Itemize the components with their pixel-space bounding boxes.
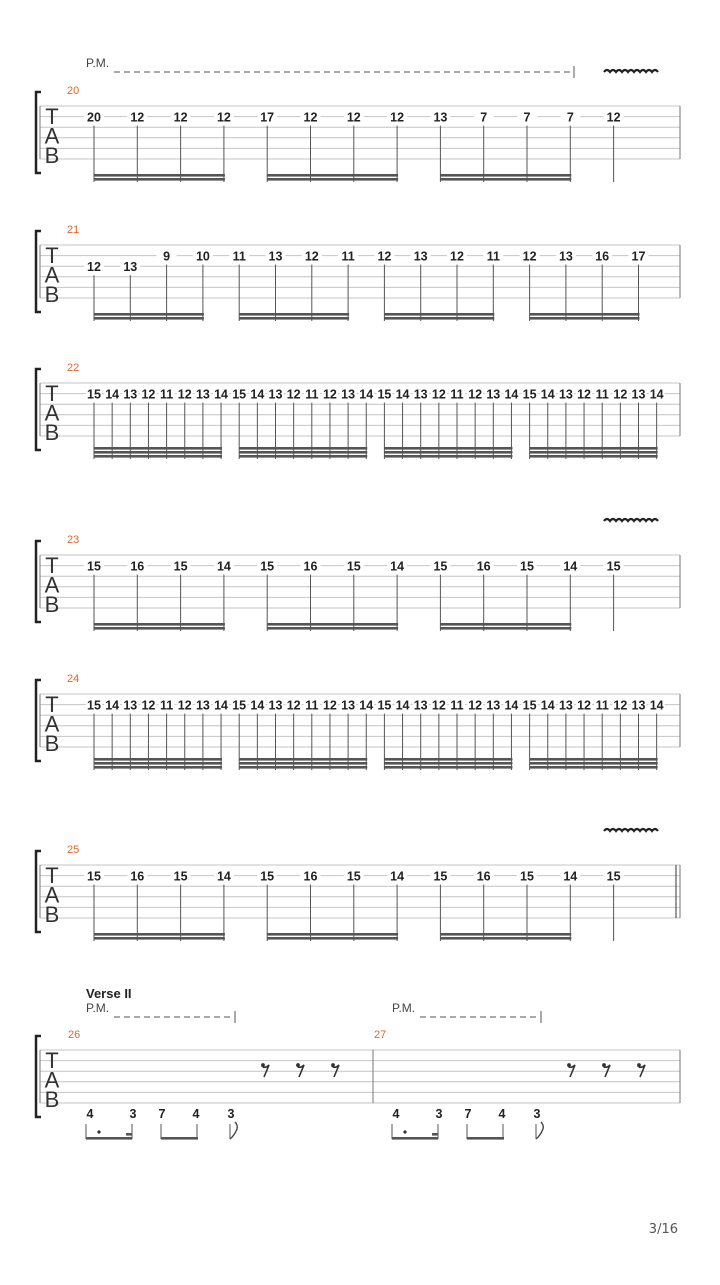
fret-number: 15 (87, 869, 101, 884)
beam (94, 178, 225, 181)
fret-number: 12 (141, 387, 156, 402)
measure-number: 25 (67, 844, 80, 856)
beam (94, 174, 225, 177)
fret-number: 11 (595, 387, 609, 402)
fret-number: 13 (558, 249, 573, 264)
vibrato-mark (604, 829, 658, 831)
beam (384, 447, 512, 450)
fret-number: 12 (216, 110, 231, 125)
fret-number: 16 (476, 869, 491, 884)
beam (94, 313, 204, 316)
fret-number: 9 (163, 249, 171, 264)
beam (94, 762, 222, 765)
fret-number: 13 (631, 698, 646, 713)
tab-clef-letter: A (44, 262, 60, 288)
tab-clef-letter: B (44, 282, 60, 307)
fret-number: 14 (216, 559, 231, 574)
fret-number: 16 (130, 559, 145, 574)
fret-number: 12 (431, 698, 446, 713)
eighth-rest-dot (261, 1063, 265, 1067)
fret-number: 11 (341, 249, 355, 264)
beam (94, 937, 225, 940)
fret-number: 12 (377, 249, 392, 264)
fret-number: 13 (558, 387, 573, 402)
beam (384, 313, 494, 316)
measure-number: 23 (67, 534, 80, 546)
beam (467, 1137, 504, 1140)
tab-clef-letter: B (44, 420, 60, 445)
beam (94, 455, 222, 458)
fret-number: 12 (177, 698, 192, 713)
rhythm-dot (97, 1130, 100, 1133)
fret-number: 17 (631, 249, 646, 264)
beam (267, 623, 398, 626)
fret-number: 4 (498, 1107, 506, 1121)
fret-number: 13 (123, 260, 138, 275)
fret-number: 15 (346, 869, 361, 884)
fret-number: 7 (158, 1107, 166, 1121)
fret-number: 3 (227, 1107, 235, 1121)
beam (530, 317, 640, 320)
fret-number: 15 (433, 559, 448, 574)
palm-mute-label: P.M. (392, 1001, 416, 1015)
fret-number: 13 (486, 698, 501, 713)
fret-number: 14 (540, 698, 555, 713)
vibrato-mark (604, 70, 658, 72)
beam (86, 1137, 132, 1140)
beam (161, 1137, 198, 1140)
fret-number: 14 (540, 387, 555, 402)
eighth-rest-dot (602, 1063, 606, 1067)
tab-clef-letter: B (44, 1087, 60, 1112)
beam (384, 758, 512, 761)
fret-number: 12 (87, 260, 101, 275)
fret-number: 7 (464, 1107, 472, 1121)
eighth-flag (536, 1122, 543, 1139)
fret-number: 13 (123, 387, 138, 402)
tab-clef-letter: B (44, 731, 60, 756)
eighth-flag (230, 1122, 237, 1139)
measure-number: 21 (67, 224, 80, 236)
fret-number: 15 (232, 387, 247, 402)
fret-number: 7 (566, 110, 574, 125)
fret-number: 15 (606, 869, 621, 884)
fret-number: 13 (195, 387, 210, 402)
fret-number: 11 (595, 698, 609, 713)
beam (530, 766, 658, 769)
fret-number: 15 (522, 698, 537, 713)
fret-number: 13 (433, 110, 448, 125)
fret-number: 14 (250, 698, 265, 713)
beam (530, 447, 658, 450)
fret-number: 12 (450, 249, 464, 264)
tab-clef-letter: A (44, 400, 60, 426)
beam (530, 451, 658, 454)
tab-clef-letter: T (45, 381, 59, 406)
fret-number: 11 (305, 387, 319, 402)
fret-number: 15 (520, 869, 534, 884)
beam (384, 762, 512, 765)
fret-number: 3 (129, 1107, 137, 1121)
fret-number: 14 (504, 698, 519, 713)
tab-clef-letter: B (44, 592, 60, 617)
palm-mute-label: P.M. (86, 56, 110, 70)
measure-number: 27 (374, 1029, 387, 1041)
fret-number: 13 (195, 698, 210, 713)
fret-number: 15 (377, 698, 392, 713)
fret-number: 14 (390, 869, 405, 884)
fret-number: 15 (87, 698, 101, 713)
fret-number: 14 (649, 387, 664, 402)
beam (267, 933, 398, 936)
beam (440, 178, 571, 181)
beam (392, 1137, 438, 1140)
fret-number: 13 (413, 249, 428, 264)
fret-number: 12 (577, 387, 592, 402)
beam (239, 762, 367, 765)
fret-number: 15 (260, 869, 275, 884)
beam (239, 447, 367, 450)
tab-clef-letter: A (44, 711, 60, 737)
beam (384, 451, 512, 454)
tab-clef-letter: T (45, 692, 59, 717)
fret-number: 14 (216, 869, 231, 884)
fret-number: 11 (450, 387, 464, 402)
vibrato-mark (604, 519, 658, 521)
beam (384, 455, 512, 458)
beam (440, 623, 571, 626)
fret-number: 7 (480, 110, 488, 125)
fret-number: 14 (250, 387, 265, 402)
fret-number: 12 (468, 387, 483, 402)
tab-clef-letter: A (44, 882, 60, 908)
measure-number: 24 (67, 673, 80, 685)
beam (94, 758, 222, 761)
fret-number: 16 (303, 869, 318, 884)
fret-number: 12 (173, 110, 188, 125)
fret-number: 14 (563, 869, 578, 884)
eighth-rest-dot (567, 1063, 571, 1067)
tab-clef-letter: T (45, 243, 59, 268)
fret-number: 13 (268, 698, 283, 713)
fret-number: 12 (130, 110, 145, 125)
fret-number: 15 (520, 559, 534, 574)
fret-number: 11 (486, 249, 500, 264)
beam (94, 451, 222, 454)
fret-number: 12 (522, 249, 537, 264)
fret-number: 3 (533, 1107, 541, 1121)
fret-number: 12 (431, 387, 446, 402)
fret-number: 12 (613, 387, 628, 402)
fret-number: 14 (214, 698, 229, 713)
fret-number: 16 (130, 869, 145, 884)
beam (384, 317, 494, 320)
fret-number: 15 (173, 559, 188, 574)
beam (530, 758, 658, 761)
fret-number: 20 (87, 110, 101, 125)
tab-clef-letter: A (44, 123, 60, 149)
sixteenth-partial-beam (432, 1133, 438, 1136)
beam (94, 317, 204, 320)
fret-number: 13 (341, 387, 356, 402)
fret-number: 12 (304, 249, 319, 264)
beam (239, 766, 367, 769)
fret-number: 3 (435, 1107, 443, 1121)
tab-clef-letter: B (44, 143, 60, 168)
fret-number: 15 (346, 559, 361, 574)
fret-number: 14 (390, 559, 405, 574)
fret-number: 13 (631, 387, 646, 402)
beam (239, 758, 367, 761)
fret-number: 12 (141, 698, 156, 713)
eighth-rest-dot (637, 1063, 641, 1067)
fret-number: 15 (173, 869, 188, 884)
fret-number: 12 (322, 387, 337, 402)
fret-number: 14 (359, 387, 374, 402)
beam (530, 313, 640, 316)
beam (267, 937, 398, 940)
fret-number: 14 (563, 559, 578, 574)
eighth-rest-dot (331, 1063, 335, 1067)
beam (94, 766, 222, 769)
fret-number: 14 (359, 698, 374, 713)
fret-number: 11 (159, 698, 174, 713)
fret-number: 15 (433, 869, 448, 884)
sixteenth-partial-beam (126, 1133, 132, 1136)
beam (440, 933, 571, 936)
fret-number: 12 (606, 110, 621, 125)
fret-number: 12 (303, 110, 318, 125)
beam (440, 174, 571, 177)
fret-number: 15 (377, 387, 392, 402)
beam (94, 447, 222, 450)
fret-number: 13 (413, 387, 428, 402)
tab-clef-letter: T (45, 1048, 59, 1073)
fret-number: 16 (595, 249, 610, 264)
fret-number: 12 (322, 698, 337, 713)
measure-number: 26 (68, 1029, 81, 1041)
fret-number: 13 (268, 387, 283, 402)
beam (440, 627, 571, 630)
fret-number: 17 (260, 110, 275, 125)
fret-number: 11 (159, 387, 174, 402)
fret-number: 12 (286, 387, 301, 402)
fret-number: 12 (577, 698, 592, 713)
beam (94, 623, 225, 626)
fret-number: 10 (195, 249, 210, 264)
tab-clef-letter: A (44, 572, 60, 598)
fret-number: 11 (450, 698, 464, 713)
fret-number: 11 (305, 698, 319, 713)
fret-number: 4 (86, 1107, 94, 1121)
beam (267, 627, 398, 630)
beam (530, 455, 658, 458)
beam (384, 766, 512, 769)
fret-number: 11 (232, 249, 246, 264)
fret-number: 15 (87, 559, 101, 574)
fret-number: 14 (105, 387, 120, 402)
fret-number: 12 (613, 698, 628, 713)
section-label: Verse II (86, 986, 132, 1001)
fret-number: 14 (395, 387, 410, 402)
tab-clef-letter: B (44, 902, 60, 927)
fret-number: 4 (392, 1107, 400, 1121)
measure-number: 20 (67, 85, 80, 97)
fret-number: 13 (558, 698, 573, 713)
beam (267, 174, 398, 177)
fret-number: 12 (468, 698, 483, 713)
eighth-rest-dot (296, 1063, 300, 1067)
fret-number: 14 (649, 698, 664, 713)
fret-number: 7 (523, 110, 531, 125)
beam (239, 317, 349, 320)
beam (530, 762, 658, 765)
fret-number: 15 (87, 387, 101, 402)
beam (94, 933, 225, 936)
fret-number: 16 (303, 559, 318, 574)
fret-number: 16 (476, 559, 491, 574)
beam (239, 313, 349, 316)
rhythm-dot (403, 1130, 406, 1133)
fret-number: 15 (606, 559, 621, 574)
fret-number: 12 (177, 387, 192, 402)
tab-clef-letter: T (45, 553, 59, 578)
page-number: 3/16 (648, 1222, 678, 1237)
beam (94, 627, 225, 630)
fret-number: 15 (522, 387, 537, 402)
fret-number: 15 (260, 559, 275, 574)
fret-number: 13 (486, 387, 501, 402)
fret-number: 14 (105, 698, 120, 713)
beam (440, 937, 571, 940)
fret-number: 13 (268, 249, 283, 264)
beam (239, 455, 367, 458)
fret-number: 4 (192, 1107, 200, 1121)
palm-mute-label: P.M. (86, 1001, 110, 1015)
fret-number: 12 (390, 110, 405, 125)
fret-number: 14 (395, 698, 410, 713)
tab-clef-letter: T (45, 104, 59, 129)
fret-number: 14 (504, 387, 519, 402)
fret-number: 13 (341, 698, 356, 713)
measure-number: 22 (67, 362, 80, 374)
fret-number: 14 (214, 387, 229, 402)
fret-number: 13 (123, 698, 138, 713)
fret-number: 12 (286, 698, 301, 713)
fret-number: 12 (346, 110, 361, 125)
beam (239, 451, 367, 454)
beam (267, 178, 398, 181)
tab-clef-letter: A (44, 1067, 60, 1093)
tab-clef-letter: T (45, 863, 59, 888)
fret-number: 15 (232, 698, 247, 713)
fret-number: 13 (413, 698, 428, 713)
